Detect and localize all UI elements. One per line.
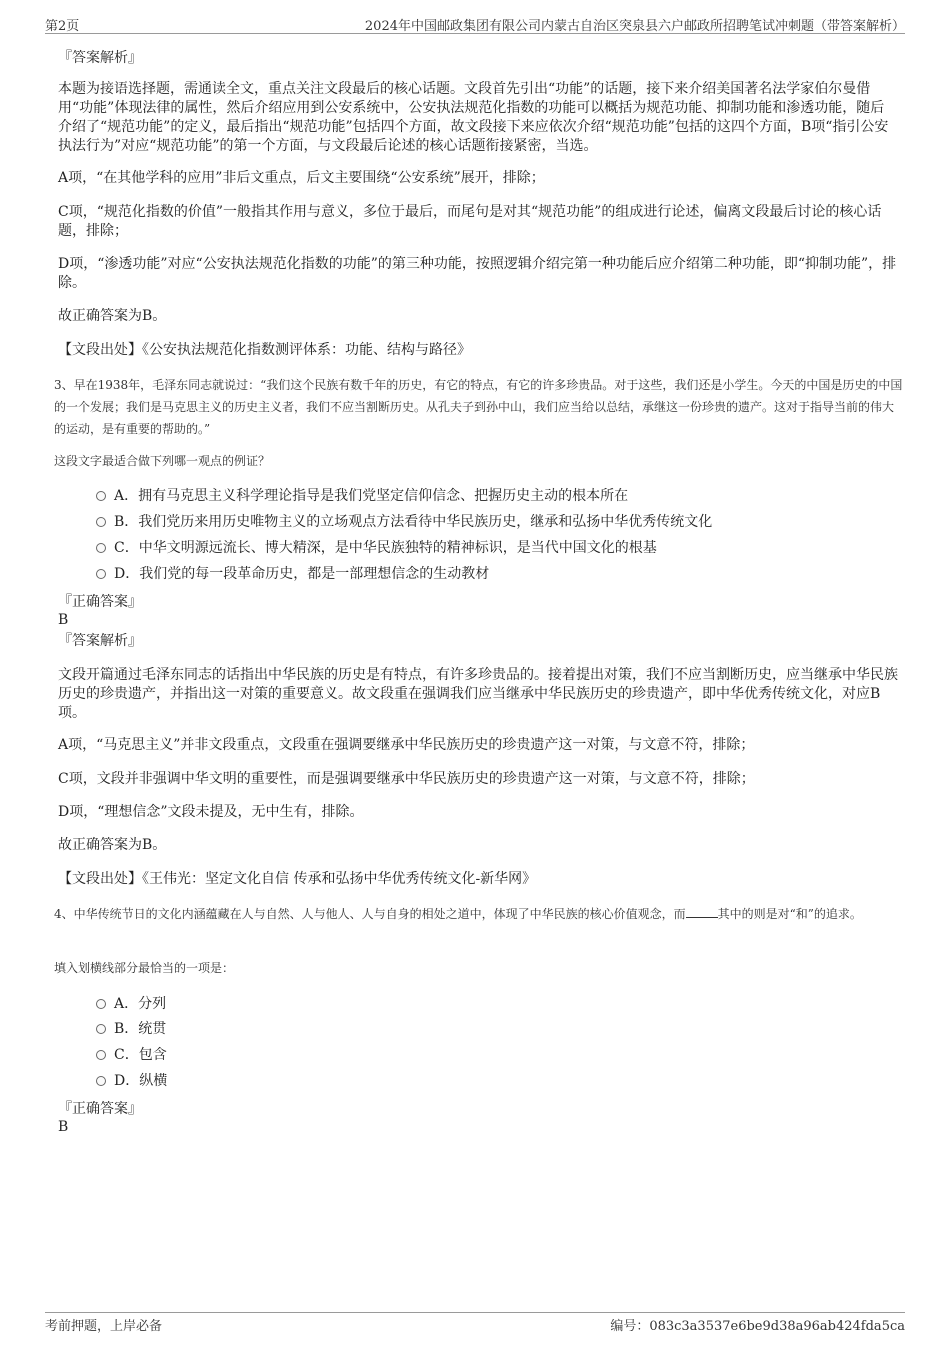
q3-option-b[interactable] <box>96 513 712 531</box>
q3-option-d[interactable] <box>96 565 489 583</box>
q3-correct-heading: 『正确答案』 <box>58 594 142 610</box>
radio-icon[interactable] <box>96 999 106 1009</box>
q3-conclusion: 故正确答案为B。 <box>58 837 167 853</box>
q3-option-c[interactable] <box>96 539 657 557</box>
radio-icon[interactable] <box>96 491 106 501</box>
q3-option-a[interactable] <box>96 487 628 505</box>
page-number: 第2页 <box>45 19 80 34</box>
footer-slogan: 考前押题，上岸必备 <box>45 1319 163 1334</box>
q4-option-d[interactable] <box>96 1072 167 1090</box>
fill-in-blank <box>686 906 718 918</box>
q4-option-a-label: A．分列 <box>114 996 167 1012</box>
q4-correct-heading: 『正确答案』 <box>58 1101 142 1117</box>
q2-option-c-analysis: C项，“规范化指数的价值”一般指其作用与意义，多位于最后，而尾句是对其“规范功能”的组成进行论述，偏离文段最后讨论的核心话题，排除； <box>58 204 882 239</box>
q4-question-text-after: 其中的则是对“和”的追求。 <box>717 907 862 921</box>
q2-source: 【文段出处】《公安执法规范化指数测评体系：功能、结构与路径》 <box>58 342 471 358</box>
q2-option-d-analysis: D项，“渗透功能”对应“公安执法规范化指数的功能”的第三种功能，按照逻辑介绍完第一种功能后应介绍第二种功能，即“抑制功能”，排除。 <box>58 256 897 291</box>
q4-option-d-label: D．纵横 <box>114 1073 168 1089</box>
q3-option-a-label: A．拥有马克思主义科学理论指导是我们党坚定信仰信念、把握历史主动的根本所在 <box>114 488 629 504</box>
q2-conclusion: 故正确答案为B。 <box>58 308 167 324</box>
q4-correct-answer: B <box>58 1119 69 1135</box>
radio-icon[interactable] <box>96 517 106 527</box>
q3-option-b-label: B．我们党历来用历史唯物主义的立场观点方法看待中华民族历史，继承和弘扬中华优秀传统文化 <box>114 514 713 530</box>
q3-analysis-paragraph: 文段开篇通过毛泽东同志的话指出中华民族的历史是有特点，有许多珍贵品的。接着提出对策，我们不应当割断历史，应当继承中华民族历史的珍贵遗产，并指出这一对策的重要意义。故文段重在强调我们应当继承中华民族历史的珍贵遗产，即中华优秀传统文化，对应B项。 <box>58 667 898 721</box>
q3-option-c-analysis: C项，文段并非强调中华文明的重要性，而是强调要继承中华民族历史的珍贵遗产这一对策，与文意不符，排除； <box>58 771 755 787</box>
q4-option-c[interactable] <box>96 1046 167 1064</box>
q4-option-c-label: C．包含 <box>114 1047 167 1063</box>
q3-option-a-analysis: A项，“马克思主义”并非文段重点，文段重在强调要继承中华民族历史的珍贵遗产这一对策，与文意不符，排除； <box>58 737 755 753</box>
radio-icon[interactable] <box>96 569 106 579</box>
document-id: 编号：083c3a3537e6be9d38a96ab424fda5ca <box>610 1319 905 1334</box>
q4-option-b-label: B．统贯 <box>114 1021 167 1037</box>
q3-correct-answer: B <box>58 612 69 628</box>
page-header <box>45 14 905 34</box>
q2-option-a-analysis: A项，“在其他学科的应用”非后文重点，后文主要围绕“公安系统”展开，排除； <box>58 170 545 186</box>
q3-prompt: 这段文字最适合做下列哪一观点的例证？ <box>54 454 271 468</box>
q4-option-b[interactable] <box>96 1020 166 1038</box>
q3-option-d-analysis: D项，“理想信念”文段未提及，无中生有，排除。 <box>58 804 364 820</box>
document-title: 2024年中国邮政集团有限公司内蒙古自治区突泉县六户邮政所招聘笔试冲刺题（带答案解析） <box>364 19 905 34</box>
q3-source: 【文段出处】《王伟光：坚定文化自信 传承和弘扬中华优秀传统文化-新华网》 <box>58 871 537 887</box>
radio-icon[interactable] <box>96 1076 106 1086</box>
q3-analysis-heading: 『答案解析』 <box>58 633 142 649</box>
radio-icon[interactable] <box>96 1050 106 1060</box>
page-footer <box>45 1312 905 1338</box>
q2-analysis-heading: 『答案解析』 <box>58 50 142 66</box>
q2-analysis-paragraph: 本题为接语选择题，需通读全文，重点关注文段最后的核心话题。文段首先引出“功能”的话题，接下来介绍美国著名法学家伯尔曼借用“功能”体现法律的属性，然后介绍应用到公安系统中，公安执法规范化指数的功能可以概括为规范功能、抑制功能和渗透功能，随后介绍了“规范功能”的定义，最后指出“规范功能”包括四个方面，故文段接下来应依次介绍“规范功能”包括的这四个方面，B项“指引公安执法行为”对应“规范功能”的第一个方面，与文段最后论述的核心话题衔接紧密，当选。 <box>58 81 889 154</box>
radio-icon[interactable] <box>96 543 106 553</box>
q3-option-d-label: D．我们党的每一段革命历史，都是一部理想信念的生动教材 <box>114 566 490 582</box>
q4-question-text-before: 4、中华传统节日的文化内涵蕴藏在人与自然、人与他人、人与自身的相处之道中，体现了中华民族的核心价值观念，而 <box>54 907 686 921</box>
q3-question: 3、早在1938年，毛泽东同志就说过：“我们这个民族有数千年的历史，有它的特点，有它的许多珍贵品。对于这些，我们还是小学生。今天的中国是历史的中国的一个发展；我们是马克思主义的历史主义者，我们不应当割断历史。从孔夫子到孙中山，我们应当给以总结，承继这一份珍贵的遗产。这对于指导当前的伟大的运动，是有重要的帮助的。” <box>54 378 903 436</box>
q4-option-a[interactable] <box>96 995 166 1013</box>
radio-icon[interactable] <box>96 1024 106 1034</box>
q3-option-c-label: C．中华文明源远流长、博大精深，是中华民族独特的精神标识，是当代中国文化的根基 <box>114 540 657 556</box>
q4-prompt: 填入划横线部分最恰当的一项是： <box>54 961 235 975</box>
q4-question <box>54 903 904 925</box>
